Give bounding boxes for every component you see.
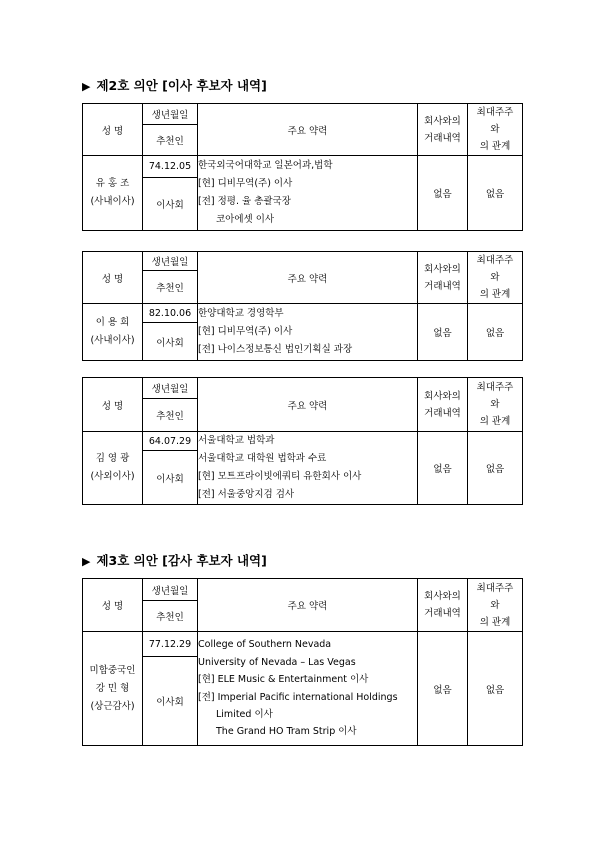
header-dob: 생년월일 <box>143 579 198 601</box>
candidate-recommender: 이사회 <box>143 451 198 505</box>
candidate-table-3 <box>82 377 523 505</box>
candidate-name: 미합중국인 강 민 형 (상근감사) <box>83 632 143 746</box>
candidate-business: 없음 <box>418 632 468 746</box>
header-relation: 최대주주 와 의 관계 <box>468 378 523 432</box>
header-relation: 최대주주 와 의 관계 <box>468 104 523 156</box>
candidate-career: 한양대학교 경영학부 [현] 디비무역(주) 이사 [전] 나이스정보통신 법인기획실 과장 <box>198 304 418 361</box>
section-heading-directors <box>82 76 267 94</box>
header-name: 성 명 <box>83 378 143 432</box>
header-business: 회사와의 거래내역 <box>418 579 468 632</box>
candidate-recommender: 이사회 <box>143 323 198 361</box>
header-career: 주요 약력 <box>198 252 418 304</box>
header-name: 성 명 <box>83 104 143 156</box>
candidate-career: 서울대학교 법학과 서울대학교 대학원 법학과 수료 [현] 모트프라이빗에쿼티 유한회사 이사 [전] 서울중앙지검 검사 <box>198 432 418 505</box>
header-career: 주요 약력 <box>198 104 418 156</box>
candidate-business: 없음 <box>418 432 468 505</box>
header-career: 주요 약력 <box>198 378 418 432</box>
candidate-name: 이 용 희 (사내이사) <box>83 304 143 361</box>
candidate-dob: 82.10.06 <box>143 304 198 323</box>
candidate-table-1 <box>82 103 523 231</box>
header-business: 회사와의 거래내역 <box>418 252 468 304</box>
candidate-business: 없음 <box>418 156 468 231</box>
header-business: 회사와의 거래내역 <box>418 104 468 156</box>
triangle-bullet-icon: ▶ <box>82 555 91 568</box>
header-name: 성 명 <box>83 579 143 632</box>
header-name: 성 명 <box>83 252 143 304</box>
candidate-business: 없음 <box>418 304 468 361</box>
candidate-career: 한국외국어대학교 일본어과,법학 [현] 디비무역(주) 이사 [전] 정평. 율 총괄국장 코아에셋 이사 <box>198 156 418 231</box>
header-relation: 최대주주 와 의 관계 <box>468 579 523 632</box>
candidate-relation: 없음 <box>468 156 523 231</box>
candidate-relation: 없음 <box>468 304 523 361</box>
header-relation: 최대주주 와 의 관계 <box>468 252 523 304</box>
candidate-relation: 없음 <box>468 432 523 505</box>
candidate-name: 유 홍 조 (사내이사) <box>83 156 143 231</box>
header-recommender: 추천인 <box>143 125 198 156</box>
header-business: 회사와의 거래내역 <box>418 378 468 432</box>
candidate-name: 김 영 광 (사외이사) <box>83 432 143 505</box>
header-dob: 생년월일 <box>143 252 198 271</box>
candidate-recommender: 이사회 <box>143 178 198 231</box>
candidate-relation: 없음 <box>468 632 523 746</box>
candidate-dob: 64.07.29 <box>143 432 198 451</box>
candidate-table-2 <box>82 251 523 361</box>
header-recommender: 추천인 <box>143 270 198 303</box>
triangle-bullet-icon: ▶ <box>82 80 91 93</box>
candidate-recommender: 이사회 <box>143 657 198 746</box>
header-dob: 생년월일 <box>143 104 198 125</box>
header-career: 주요 약력 <box>198 579 418 632</box>
header-recommender: 추천인 <box>143 601 198 632</box>
section-title: 제2호 의안 [이사 후보자 내역] <box>96 78 267 93</box>
section-title: 제3호 의안 [감사 후보자 내역] <box>96 553 267 568</box>
header-dob: 생년월일 <box>143 378 198 399</box>
candidate-table-4 <box>82 578 523 746</box>
candidate-dob: 74.12.05 <box>143 156 198 178</box>
section-heading-auditors <box>82 551 267 569</box>
candidate-dob: 77.12.29 <box>143 632 198 657</box>
header-recommender: 추천인 <box>143 399 198 432</box>
candidate-career: College of Southern Nevada University of Nevada – Las Vegas [현] ELE Music & Entertainment 이사 [전] Imperial Pacific international Holdings Limited 이사 The Grand HO Tram Strip 이사 <box>198 632 418 746</box>
